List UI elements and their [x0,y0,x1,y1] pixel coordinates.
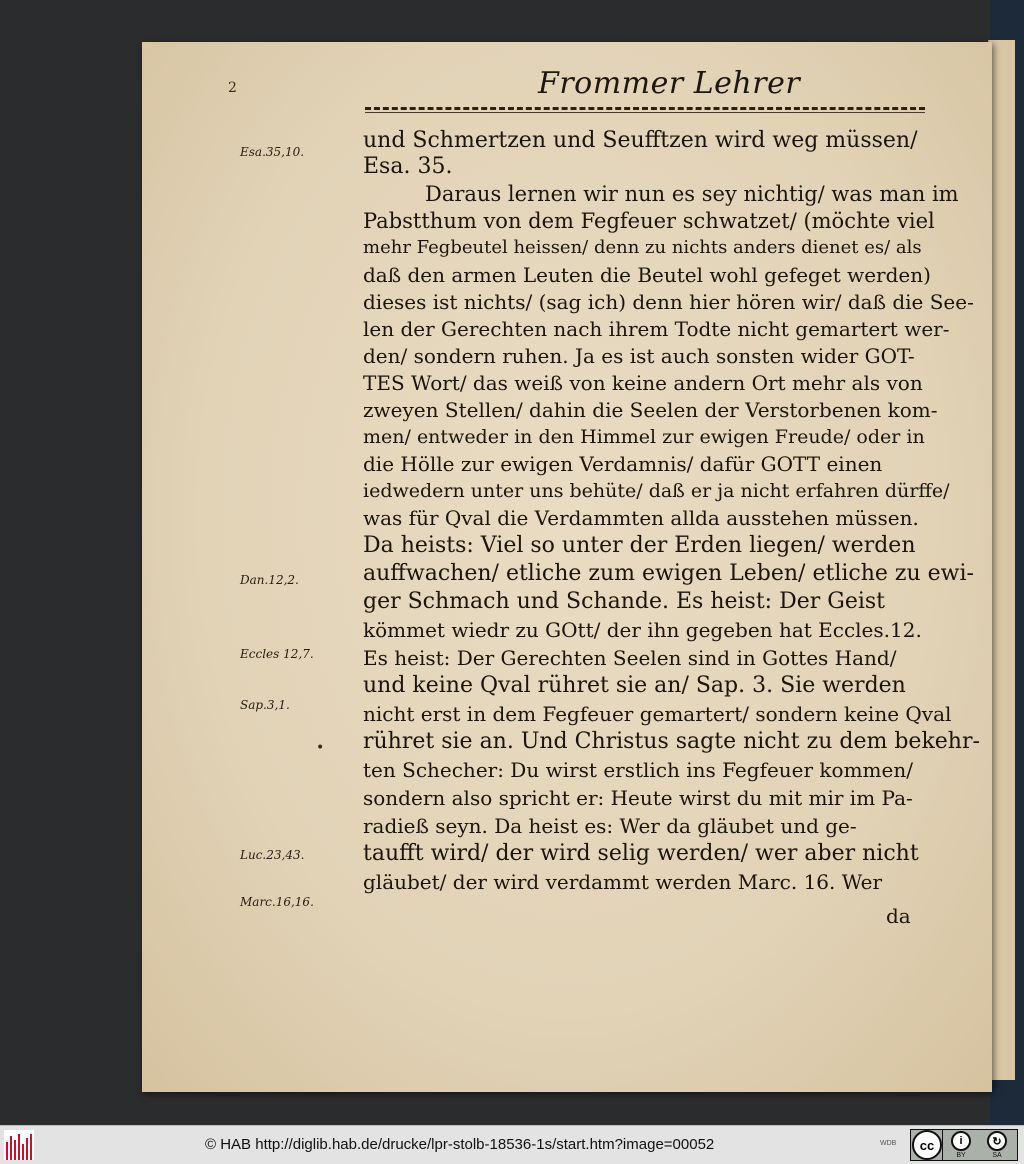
hab-logo-icon [4,1130,34,1160]
text-line: radieß seyn. Da heist es: Wer da gläubet und ge- [363,814,857,838]
page-number: 2 [228,80,237,96]
text-line: kömmet wiedr zu GOtt/ der ihn gegeben hat Eccles.12. [363,618,922,642]
text-line: auffwachen/ etliche zum ewigen Leben/ etliche zu ewi- [363,561,974,586]
sa-label: SA [992,1152,1002,1159]
adjacent-page-edge [988,40,1015,1080]
text-line: daß den armen Leuten die Beutel wohl gefeget werden) [363,263,931,287]
margin-note: Dan.12,2. [240,573,299,587]
margin-note: Marc.16,16. [240,895,314,909]
footer-bar [0,1125,1024,1164]
text-line: Daraus lernen wir nun es sey nichtig/ was man im [425,182,959,206]
text-line: men/ entweder in den Himmel zur ewigen Freude/ oder in [363,426,925,448]
head-rule [365,107,925,110]
text-line: den/ sondern ruhen. Ja es ist auch sonsten wider GOT- [363,344,915,368]
running-head: Frommer Lehrer [538,66,801,101]
cc-license-badge[interactable] [910,1129,1018,1161]
margin-note: Luc.23,43. [240,848,305,862]
copyright-url[interactable]: © HAB http://diglib.hab.de/drucke/lpr-stolb-18536-1s/start.htm?image=00052 [205,1136,715,1153]
text-line: ten Schecher: Du wirst erstlich ins Fegfeuer kommen/ [363,758,913,782]
text-line: gläubet/ der wird verdammt werden Marc. 16. Wer [363,870,883,894]
share-alike-icon: ↻ [987,1131,1007,1151]
margin-dot: • [316,740,325,756]
text-line: sondern also spricht er: Heute wirst du mit mir im Pa- [363,786,913,810]
text-line: Da heists: Viel so unter der Erden liegen/ werden [363,533,916,558]
text-line: mehr Fegbeutel heissen/ denn zu nichts anders dienet es/ als [363,237,922,258]
text-line: zweyen Stellen/ dahin die Seelen der Verstorbenen kom- [363,398,938,422]
text-line: iedwedern unter uns behüte/ daß er ja nicht erfahren dürffe/ [363,480,950,502]
text-line: rühret sie an. Und Christus sagte nicht zu dem bekehr- [363,729,980,754]
text-line: Esa. 35. [363,154,453,179]
person-icon: i [951,1131,971,1151]
text-line: dieses ist nichts/ (sag ich) denn hier hören wir/ daß die See- [363,290,974,314]
margin-note: Esa.35,10. [240,145,305,159]
wdb-mark: WDB [880,1140,897,1147]
text-line: TES Wort/ das weiß von keine andern Ort mehr als von [363,371,923,395]
margin-note: Eccles 12,7. [240,647,314,661]
text-line: Pabstthum von dem Fegfeuer schwatzet/ (möchte viel [363,209,935,233]
text-line: len der Gerechten nach ihrem Todte nicht gemartert wer- [363,317,950,341]
margin-note: Sap.3,1. [240,698,290,712]
text-line: taufft wird/ der wird selig werden/ wer aber nicht [363,841,919,866]
head-rule-thin [365,112,925,113]
text-line: und keine Qval rühret sie an/ Sap. 3. Sie werden [363,673,906,698]
by-label: BY [956,1152,966,1159]
cc-icon: cc [912,1130,942,1160]
by-icon [943,1131,979,1159]
sa-icon [979,1131,1015,1159]
text-line: und Schmertzen und Seufftzen wird weg müssen/ [363,128,918,153]
text-line: ger Schmach und Schande. Es heist: Der Geist [363,589,886,614]
text-line: Es heist: Der Gerechten Seelen sind in Gottes Hand/ [363,646,897,670]
text-line: die Hölle zur ewigen Verdamnis/ dafür GOTT einen [363,452,883,476]
catchword: da [886,904,911,928]
text-line: was für Qval die Verdammten allda ausstehen müssen. [363,506,919,530]
text-line: nicht erst in dem Fegfeuer gemartert/ sondern keine Qval [363,702,952,726]
